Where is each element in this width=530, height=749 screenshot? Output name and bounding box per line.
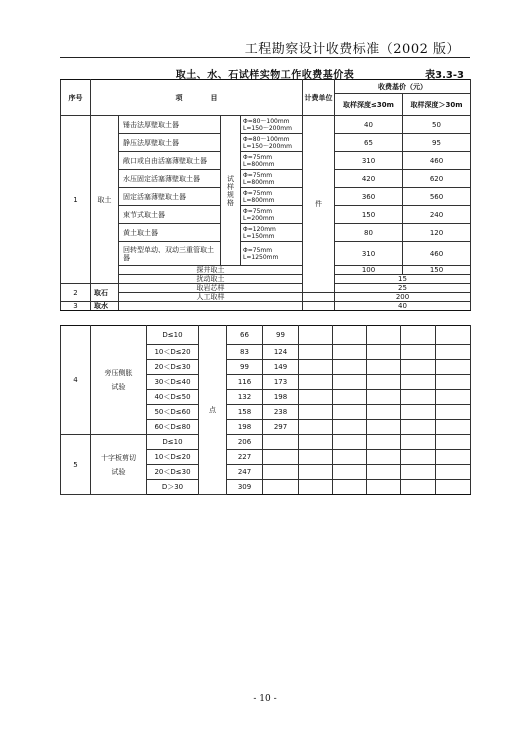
table-row [61, 275, 471, 284]
test-price-1: 309 [227, 480, 263, 495]
test-price-2: 173 [263, 375, 299, 390]
price-le30: 310 [335, 242, 403, 266]
soil-unit: 件 [303, 116, 335, 293]
test-price-1: 132 [227, 390, 263, 405]
spec-header: 试样规格 [221, 116, 241, 266]
row-seq-pressuremeter: 4 [61, 326, 91, 435]
depth-range: 20＜D≤30 [147, 360, 199, 375]
header-item: 项 目 [91, 80, 303, 116]
price-le30: 360 [335, 188, 403, 206]
well-sampling-name: 探井取土 [119, 266, 303, 275]
sampler-name: 固定活塞薄壁取土器 [119, 188, 221, 206]
insitu-test-table [60, 325, 471, 495]
sampler-name: 敞口或自由活塞薄壁取土器 [119, 152, 221, 170]
row-label-water: 取水 [91, 302, 119, 311]
price-gt30: 240 [403, 206, 471, 224]
test-price-1: 198 [227, 420, 263, 435]
test-price-2: 124 [263, 345, 299, 360]
sampler-spec: Φ=80～100mm L=150～200mm [241, 116, 303, 134]
water-blank [119, 302, 303, 311]
depth-range: 30＜D≤40 [147, 375, 199, 390]
sampler-spec: Φ=75mm L=200mm [241, 206, 303, 224]
price-gt30: 150 [403, 266, 471, 275]
price-gt30: 620 [403, 170, 471, 188]
depth-range: 50＜D≤60 [147, 405, 199, 420]
sampling-fee-table [60, 79, 471, 311]
table-row [61, 293, 471, 302]
sampler-name: 黄土取土器 [119, 224, 221, 242]
price-gt30: 120 [403, 224, 471, 242]
table-row [61, 224, 471, 242]
sampler-name: 锤击法厚壁取土器 [119, 116, 221, 134]
header-depth-le30: 取样深度≤30m [335, 94, 403, 116]
row-seq-rock: 2 [61, 284, 91, 302]
sampler-name: 水压固定活塞薄壁取土器 [119, 170, 221, 188]
table-row [61, 242, 471, 266]
depth-range: 10＜D≤20 [147, 345, 199, 360]
price-gt30: 460 [403, 242, 471, 266]
depth-range: D＞30 [147, 480, 199, 495]
sampler-spec: Φ=80～100mm L=150～200mm [241, 134, 303, 152]
sampler-spec: Φ=75mm L=800mm [241, 170, 303, 188]
table-row [61, 134, 471, 152]
rock-manual-name: 人工取样 [119, 293, 303, 302]
header-depth-gt30: 取样深度＞30m [403, 94, 471, 116]
sampler-name: 静压法厚壁取土器 [119, 134, 221, 152]
price-merged: 25 [335, 284, 471, 293]
price-gt30: 560 [403, 188, 471, 206]
test-price-2: 99 [263, 326, 299, 345]
price-gt30: 95 [403, 134, 471, 152]
table-row [61, 152, 471, 170]
book-header: 工程勘察设计收费标准（2002 版） [244, 42, 460, 57]
row-label-vane-shear: 十字板剪切 试验 [91, 435, 147, 495]
price-le30: 80 [335, 224, 403, 242]
table-row [61, 116, 471, 134]
table-title: 取土、水、石试样实物工作收费基价表 [175, 70, 355, 81]
test-price-1: 158 [227, 405, 263, 420]
disturbed-sampling-name: 扰动取土 [119, 275, 303, 284]
price-le30: 310 [335, 152, 403, 170]
row-label-soil: 取土 [91, 116, 119, 284]
table-row [61, 302, 471, 311]
rock-core-name: 取岩芯样 [119, 284, 303, 293]
rock-unit-blank [303, 293, 335, 302]
table-title-bar [60, 66, 470, 80]
row-seq-soil: 1 [61, 116, 91, 284]
price-merged: 15 [335, 275, 471, 284]
sampler-name: 回转型单动、双动三重管取土器 [119, 242, 221, 266]
price-le30: 40 [335, 116, 403, 134]
sampler-spec: Φ=75mm L=800mm [241, 188, 303, 206]
table-row [61, 206, 471, 224]
test-price-1: 247 [227, 465, 263, 480]
table-row [61, 188, 471, 206]
row-label-pressuremeter: 旁压侧胀 试验 [91, 326, 147, 435]
test-price-1: 83 [227, 345, 263, 360]
test-unit: 点 [199, 326, 227, 495]
test-price-1: 227 [227, 450, 263, 465]
table-row [61, 326, 471, 345]
test-price-2: 198 [263, 390, 299, 405]
depth-range: 10＜D≤20 [147, 450, 199, 465]
depth-range: 40＜D≤50 [147, 390, 199, 405]
price-le30: 65 [335, 134, 403, 152]
table-row [61, 435, 471, 450]
test-price-1: 66 [227, 326, 263, 345]
depth-range: 20＜D≤30 [147, 465, 199, 480]
sampler-name: 束节式取土器 [119, 206, 221, 224]
test-price-1: 116 [227, 375, 263, 390]
depth-range: D≤10 [147, 435, 199, 450]
water-unit-blank [303, 302, 335, 311]
sampler-spec: Φ=75mm L=800mm [241, 152, 303, 170]
price-gt30: 460 [403, 152, 471, 170]
table-row [61, 266, 471, 275]
row-seq-water: 3 [61, 302, 91, 311]
header-rule [60, 57, 470, 58]
depth-range: D≤10 [147, 326, 199, 345]
table-row [61, 284, 471, 293]
price-merged: 40 [335, 302, 471, 311]
test-price-2 [263, 450, 299, 465]
sampler-spec: Φ=75mm L=1250mm [241, 242, 303, 266]
row-seq-vane-shear: 5 [61, 435, 91, 495]
header-seq: 序号 [61, 80, 91, 116]
table-row [61, 170, 471, 188]
price-le30: 420 [335, 170, 403, 188]
test-price-2 [263, 465, 299, 480]
page-number: - 10 - [253, 694, 277, 704]
test-price-2: 149 [263, 360, 299, 375]
test-price-1: 99 [227, 360, 263, 375]
row-label-rock: 取石 [91, 284, 119, 302]
price-merged: 200 [335, 293, 471, 302]
test-price-2: 238 [263, 405, 299, 420]
price-le30: 150 [335, 206, 403, 224]
price-le30: 100 [335, 266, 403, 275]
test-price-2 [263, 435, 299, 450]
header-unit: 计费单位 [303, 80, 335, 116]
table-code: 表3.3-3 [425, 70, 464, 81]
header-price-group: 收费基价（元） [335, 80, 471, 94]
price-gt30: 50 [403, 116, 471, 134]
depth-range: 60＜D≤80 [147, 420, 199, 435]
test-price-2: 297 [263, 420, 299, 435]
test-price-1: 206 [227, 435, 263, 450]
test-price-2 [263, 480, 299, 495]
sampler-spec: Φ=120mm L=150mm [241, 224, 303, 242]
